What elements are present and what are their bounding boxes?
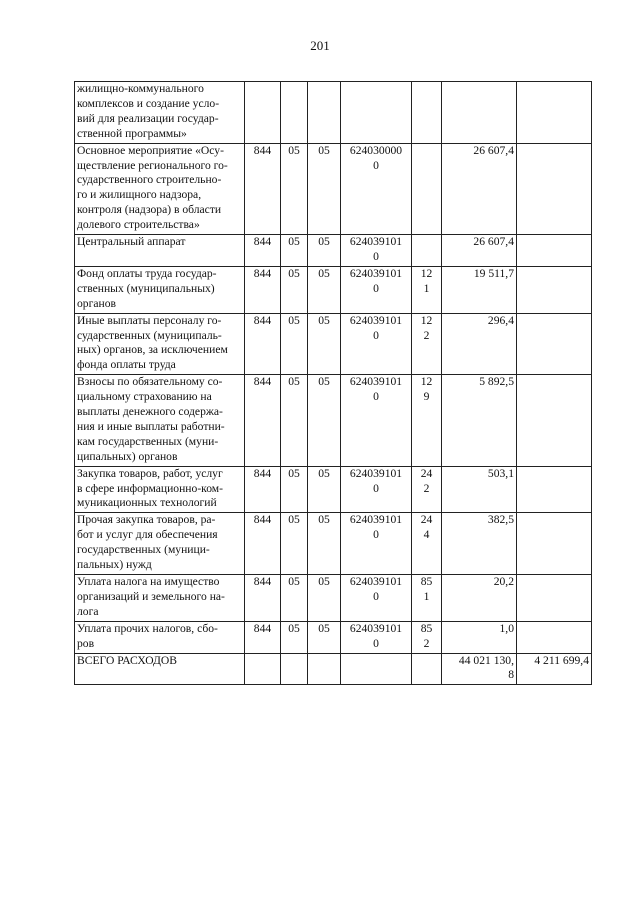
section-code-cell: 05 [281,621,308,653]
target-article-code-cell [341,513,412,575]
section-code-cell: 05 [281,513,308,575]
cell-line: организаций и земельного на- [77,589,225,603]
cell-line [444,637,514,652]
cell-line: 624030000 [349,143,403,157]
item-name-cell [75,513,245,575]
cell-line: ществление регионального го- [77,158,228,172]
cell-line: 2 [423,328,430,342]
cell-line [77,250,242,265]
cell-line [444,97,514,112]
section-code-cell: 05 [281,266,308,313]
cell-line: лога [77,604,99,618]
cell-line: 20,2 [493,575,514,588]
cell-line: 8 [508,668,514,682]
amount-cell [442,653,517,685]
cell-line: государственных (муници- [77,543,210,557]
amount-cell [442,82,517,144]
amount-cell [442,621,517,653]
grbs-code-cell: 844 [245,466,281,513]
section-code-cell: 05 [281,143,308,234]
cell-line: 0 [373,589,379,603]
expense-type-code-cell [412,235,442,267]
cell-line: 0 [373,328,379,342]
amount-cell [442,575,517,622]
expense-type-code-cell [412,266,442,313]
amount-cell [442,513,517,575]
cell-line: 26 607,4 [473,235,514,249]
cell-line: Взносы по обязательному со- [77,375,223,389]
target-article-code-cell [341,266,412,313]
grbs-code-cell [245,82,281,144]
cell-line: 1,0 [499,621,514,635]
cell-line: 4 [423,528,430,542]
table-row [75,235,592,267]
table-row [75,82,592,144]
table-row [75,313,592,375]
subsection-code-cell: 05 [308,375,341,466]
cell-line: 0 [373,528,379,542]
cell-line: 5 892,5 [479,375,514,389]
cell-line: контроля (надзора) в области [77,203,222,217]
target-article-code-cell [341,313,412,375]
section-code-cell: 05 [281,375,308,466]
table-row [75,375,592,466]
table-row [75,513,592,575]
cell-line: 2 [423,481,430,495]
cell-line: Центральный аппарат [77,235,186,249]
cell-line [414,82,439,97]
cell-line: 24 [420,466,433,480]
cell-line [444,390,514,405]
table-row [75,621,592,653]
cell-line: 0 [373,390,379,404]
cell-line: 624039101 [349,575,403,588]
cell-line [444,250,514,265]
target-article-code-cell [341,621,412,653]
cell-line [444,528,514,543]
cell-line: 26 607,4 [473,143,514,157]
cell-line: 624039101 [349,235,403,249]
amount-cell [442,266,517,313]
cell-line: Иные выплаты персоналу го- [77,313,222,327]
subsection-code-cell: 05 [308,235,341,267]
cell-line: вий для реализации государ- [77,111,219,125]
grbs-code-cell: 844 [245,313,281,375]
amount-cell-secondary [517,143,592,234]
expense-type-code-cell [412,575,442,622]
table-row [75,466,592,513]
target-article-code-cell [341,143,412,234]
cell-line: Уплата прочих налогов, сбо- [77,621,218,635]
cell-line: 1 [423,589,430,603]
expense-type-code-cell [412,82,442,144]
expense-type-code-cell [412,653,442,685]
cell-line: 85 [420,621,433,635]
table-row [75,266,592,313]
subsection-code-cell: 05 [308,313,341,375]
cell-line [444,482,514,497]
item-name-cell [75,266,245,313]
cell-line [414,144,439,159]
table-body [75,82,592,685]
cell-line: ственных (муниципальных) [77,281,215,295]
item-name-cell [75,621,245,653]
expense-type-code-cell [412,313,442,375]
cell-line [414,97,439,112]
cell-line: 0 [373,481,379,495]
cell-line: ных) органов, за исключением [77,343,228,357]
amount-cell-secondary [517,575,592,622]
cell-line: Основное мероприятие «Осу- [77,143,224,157]
grbs-code-cell: 844 [245,513,281,575]
amount-cell [442,143,517,234]
expense-type-code-cell [412,621,442,653]
item-name-cell [75,466,245,513]
cell-line: 85 [420,575,433,588]
target-article-code-cell [341,653,412,685]
cell-line: долевого строительства» [77,218,200,232]
expense-type-code-cell [412,143,442,234]
cell-line: 44 021 130, [458,653,514,667]
item-name-cell [75,313,245,375]
amount-cell [442,235,517,267]
target-article-code-cell [341,575,412,622]
expense-type-code-cell [412,513,442,575]
subsection-code-cell: 05 [308,466,341,513]
cell-line [343,668,409,683]
cell-line: 19 511,7 [473,266,514,280]
cell-line: 12 [420,313,433,327]
subsection-code-cell: 05 [308,513,341,575]
cell-line: 0 [373,636,379,650]
cell-line: комплексов и создание усло- [77,96,220,110]
cell-line: Прочая закупка товаров, ра- [77,513,216,527]
subsection-code-cell [308,653,341,685]
section-code-cell: 05 [281,466,308,513]
amount-cell-secondary [517,82,592,144]
cell-line [414,654,439,669]
item-name-cell [75,653,245,685]
amount-cell [442,313,517,375]
expense-type-code-cell [412,466,442,513]
amount-cell-secondary [517,266,592,313]
grbs-code-cell: 844 [245,375,281,466]
section-code-cell [281,82,308,144]
cell-line: жилищно-коммунального [77,82,204,95]
cell-line [414,159,439,174]
cell-line: 9 [423,390,430,404]
cell-line [444,282,514,297]
section-code-cell [281,653,308,685]
target-article-code-cell [341,466,412,513]
cell-line: ВСЕГО РАСХОДОВ [77,653,178,667]
cell-line: ров [77,636,95,650]
item-name-cell [75,575,245,622]
cell-line: 0 [373,158,379,172]
amount-cell-secondary [517,313,592,375]
cell-line: 624039101 [349,266,403,280]
cell-line: ципальных) органов [77,449,178,463]
cell-line: кам государственных (муни- [77,434,219,448]
amount-cell-secondary [517,375,592,466]
section-code-cell: 05 [281,313,308,375]
cell-line [444,159,514,174]
cell-line: 624039101 [349,313,403,327]
cell-line: 0 [373,249,379,263]
cell-line: 2 [423,636,430,650]
cell-line: 12 [420,266,433,280]
cell-line: 24 [420,513,433,527]
grbs-code-cell: 844 [245,235,281,267]
cell-line: ния и иные выплаты работни- [77,419,225,433]
item-name-cell [75,235,245,267]
cell-line: ственной программы» [77,126,187,140]
cell-line: 624039101 [349,621,403,635]
amount-cell-secondary [517,235,592,267]
item-name-cell [75,82,245,144]
cell-line [444,590,514,605]
cell-line: циальному страхованию на [77,390,212,404]
target-article-code-cell [341,235,412,267]
grbs-code-cell: 844 [245,575,281,622]
item-name-cell [75,375,245,466]
cell-line: 624039101 [349,513,403,527]
budget-expenditure-table [74,81,592,685]
subsection-code-cell [308,82,341,144]
cell-line [343,654,409,669]
table-row [75,653,592,685]
subsection-code-cell: 05 [308,621,341,653]
amount-cell [442,466,517,513]
cell-line [343,82,409,97]
cell-line [444,329,514,344]
cell-line: 1 [423,281,430,295]
cell-line: фонда оплаты труда [77,358,176,372]
cell-line: муникационных технологий [77,496,217,510]
cell-line: 12 [420,375,433,389]
table-row [75,143,592,234]
cell-line [414,250,439,265]
cell-line: го и жилищного надзора, [77,188,202,202]
amount-cell-secondary [517,621,592,653]
grbs-code-cell: 844 [245,621,281,653]
cell-line [77,668,242,683]
subsection-code-cell: 05 [308,575,341,622]
subsection-code-cell: 05 [308,266,341,313]
subsection-code-cell: 05 [308,143,341,234]
cell-line: 624039101 [349,466,403,480]
cell-line: 382,5 [487,513,514,527]
cell-line [414,235,439,250]
cell-line: бот и услуг для обеспечения [77,528,218,542]
cell-line: Фонд оплаты труда государ- [77,266,217,280]
cell-line: 624039101 [349,375,403,389]
table-row [75,575,592,622]
cell-line: сударственного строительно- [77,173,222,187]
expense-type-code-cell [412,375,442,466]
cell-line: в сфере информационно-ком- [77,481,223,495]
grbs-code-cell: 844 [245,143,281,234]
cell-line: Уплата налога на имущество [77,575,220,588]
cell-line: органов [77,296,116,310]
cell-line [414,668,439,683]
amount-cell-secondary [517,466,592,513]
amount-cell-secondary [517,513,592,575]
cell-line: Закупка товаров, работ, услуг [77,466,223,480]
cell-line: 0 [373,281,379,295]
cell-line: выплаты денежного содержа- [77,405,223,419]
section-code-cell: 05 [281,575,308,622]
target-article-code-cell [341,82,412,144]
grbs-code-cell: 844 [245,266,281,313]
cell-line: 503,1 [487,466,514,480]
cell-line [444,82,514,97]
amount-cell-secondary: 4 211 699,4 [517,653,592,685]
grbs-code-cell [245,653,281,685]
cell-line: сударственных (муниципаль- [77,328,222,342]
cell-line: пальных) нужд [77,558,152,572]
page-number: 201 [310,38,330,53]
amount-cell [442,375,517,466]
cell-line [343,97,409,112]
item-name-cell [75,143,245,234]
section-code-cell: 05 [281,235,308,267]
cell-line: 296,4 [487,313,514,327]
target-article-code-cell [341,375,412,466]
